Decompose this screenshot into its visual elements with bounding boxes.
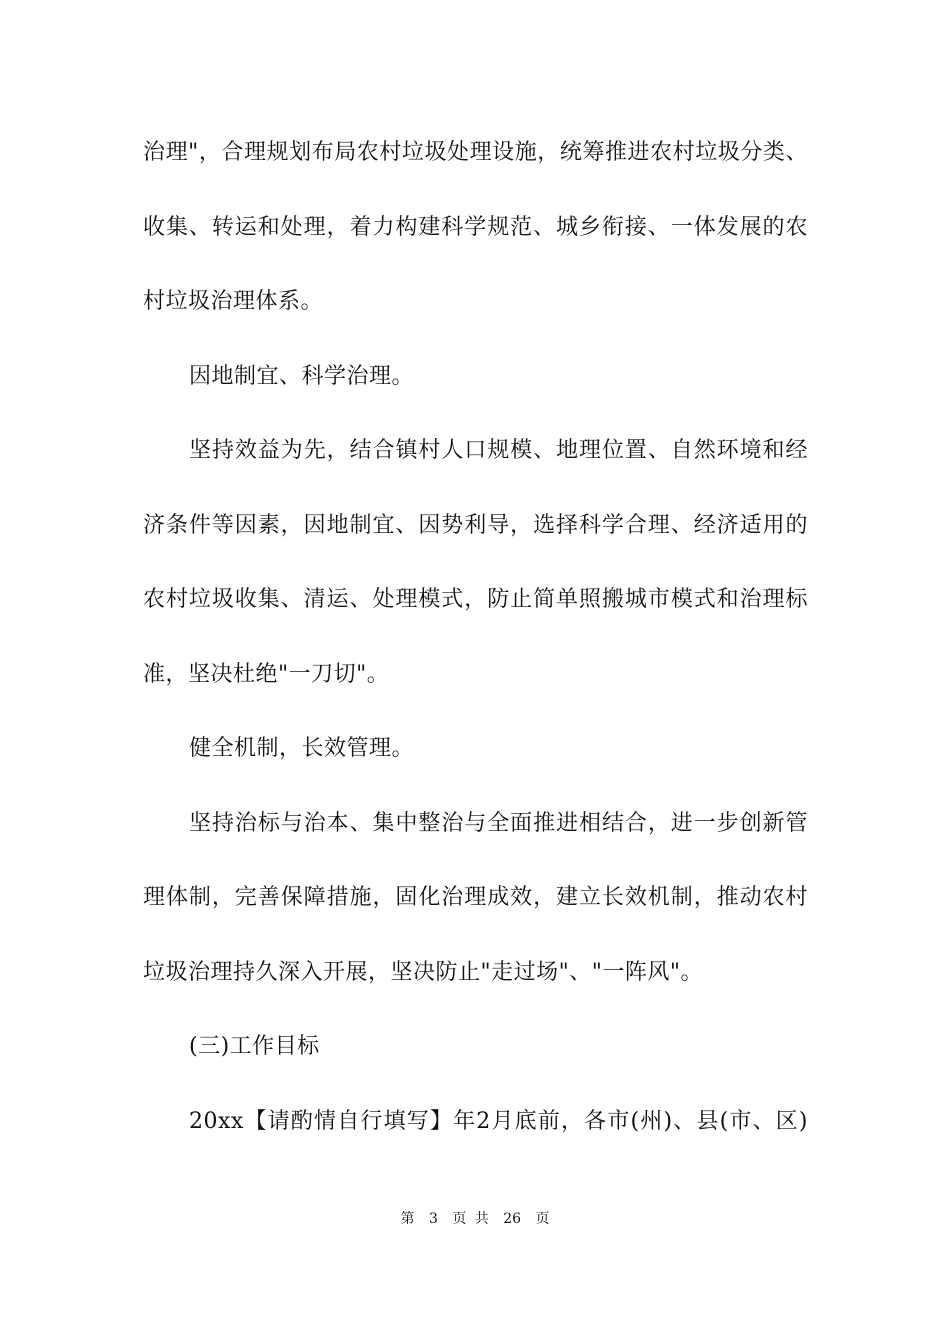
text-line-14: 20xx【请酌情自行填写】年2月底前，各市(州)、县(市、区) [189, 1108, 808, 1134]
text-line-10: 坚持治标与治本、集中整治与全面推进相结合，进一步创新管 [189, 810, 808, 836]
footer-suffix: 页 [535, 1211, 550, 1227]
footer-total-pages: 26 [503, 1211, 522, 1227]
section-heading-mechanism: 健全机制，长效管理。 [189, 736, 415, 761]
text-line-2: 收集、转运和处理，着力构建科学规范、城乡衔接、一体发展的农 [143, 214, 808, 240]
section-heading-adapt: 因地制宜、科学治理。 [189, 363, 415, 389]
text-line-11: 理体制，完善保障措施，固化治理成效，建立长效机制，推动农村 [143, 885, 808, 910]
text-line-7: 农村垃圾收集、清运、处理模式，防止简单照搬城市模式和治理标 [143, 587, 808, 612]
body-text [143, 131, 808, 1174]
footer-prefix: 第 [400, 1211, 415, 1227]
text-line-3: 村垃圾治理体系。 [143, 289, 324, 314]
text-line-6: 济条件等因素，因地制宜、因势利导，选择科学合理、经济适用的 [143, 512, 808, 538]
text-line-12: 垃圾治理持久深入开展，坚决防止"走过场"、"一阵风"。 [143, 959, 703, 985]
text-line-5: 坚持效益为先，结合镇村人口规模、地理位置、自然环境和经 [189, 438, 808, 463]
text-line-1: 治理"，合理规划布局农村垃圾处理设施，统筹推进农村垃圾分类、 [143, 140, 808, 165]
section-heading-goals: (三)工作目标 [189, 1034, 320, 1059]
text-line-8: 准，坚决杜绝"一刀切"。 [143, 661, 390, 687]
footer-middle: 页 共 [452, 1211, 489, 1227]
page-footer [0, 1208, 950, 1228]
footer-current-page: 3 [428, 1211, 438, 1227]
